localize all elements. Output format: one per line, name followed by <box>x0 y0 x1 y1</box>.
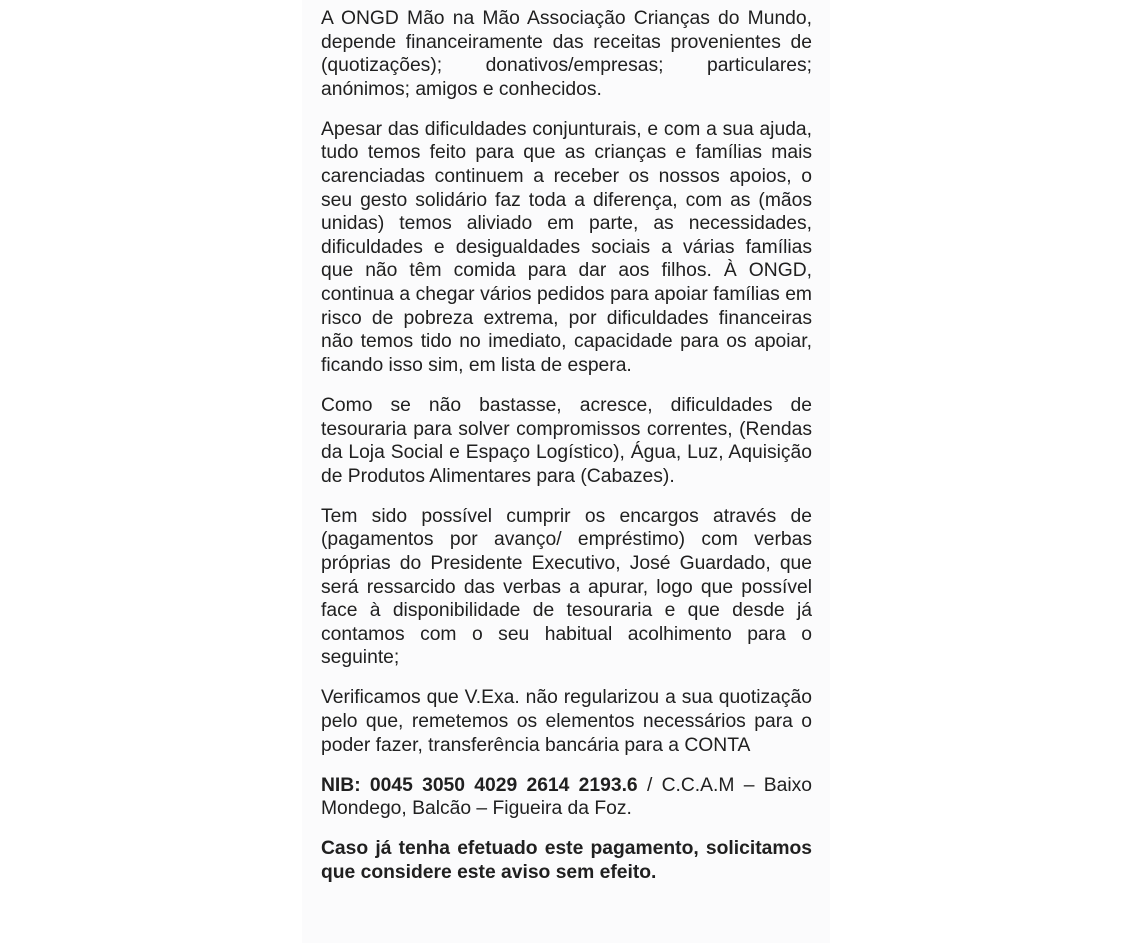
paragraph-difficulties: Apesar das dificuldades conjunturais, e com a sua ajuda, tudo temos feito para que as crianças e famílias mais carenciadas continuem a receber os nossos apoios, o seu gesto solidário faz toda a diferença, com as (mãos unidas) temos aliviado em parte, as necessidades, dificuldades e desigualdades sociais a várias famílias que não têm comida para dar aos filhos. À ONGD, continua a chegar vários pedidos para apoiar famílias em risco de pobreza extrema, por dificuldades financeiras não temos tido no imediato, capacidade para os apoiar, ficando isso sim, em lista de espera. <box>321 118 812 376</box>
nib-number: NIB: 0045 3050 4029 2614 2193.6 <box>321 774 638 796</box>
paragraph-funding-sources: A ONGD Mão na Mão Associação Crianças do Mundo, depende financeiramente das receitas provenientes de (quotizações); donativos/empresas; particulares; anónimos; amigos e conhecidos. <box>321 8 812 100</box>
paragraph-treasury: Como se não bastasse, acresce, dificuldades de tesouraria para solver compromissos correntes, (Rendas da Loja Social e Espaço Logístico), Água, Luz, Aquisição de Produtos Alimentares para (Cabazes). <box>321 394 812 487</box>
closing-note: Caso já tenha efetuado este pagamento, solicitamos que considere este aviso sem efeito. <box>321 838 812 883</box>
paragraph-closing <box>321 837 812 884</box>
paragraph-bank-details <box>321 774 812 821</box>
bank-branch: / C.C.A.M – Baixo Mondego, Balcão – Figueira da Foz. <box>321 774 812 820</box>
paragraph-payments: Tem sido possível cumprir os encargos através de (pagamentos por avanço/ empréstimo) com verbas próprias do Presidente Executivo, José Guardado, que será ressarcido das verbas a apurar, logo que possível face à disponibilidade de tesouraria e que desde já contamos com o seu habitual acolhimento para o seguinte; <box>321 505 812 669</box>
document-page <box>302 0 830 943</box>
paragraph-quota-notice: Verificamos que V.Exa. não regularizou a sua quotização pelo que, remetemos os elementos necessários para o poder fazer, transferência bancária para a CONTA <box>321 687 812 756</box>
document-body <box>321 7 812 901</box>
